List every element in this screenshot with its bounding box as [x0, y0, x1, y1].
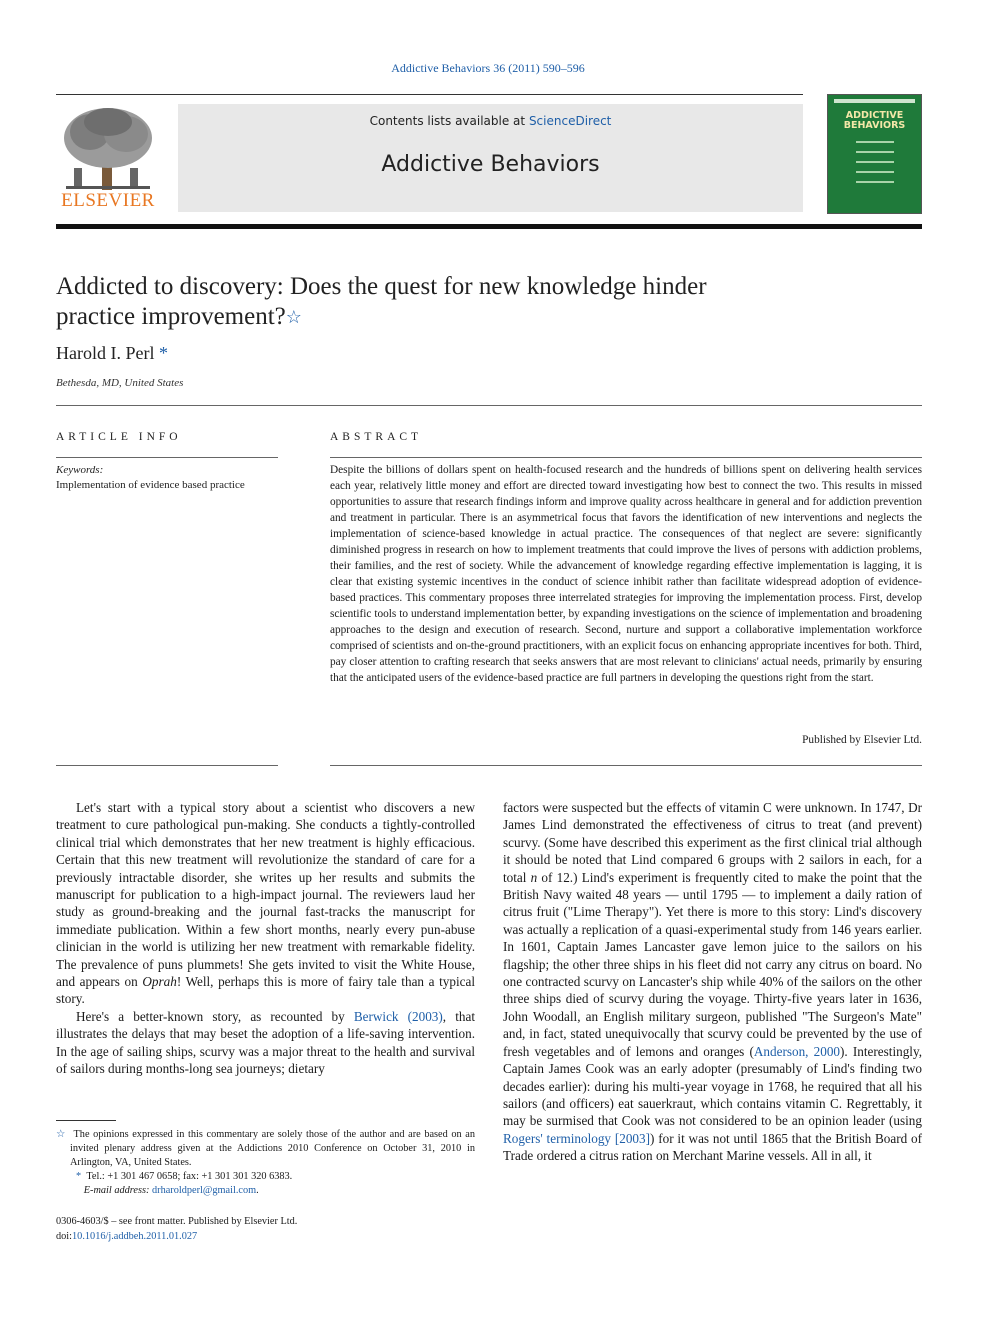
body-text: Let's start with a typical story about a scientist who discovers a new treatment to cure pathological pun-making. She conducts a tightly-controlled clinical trial which demonstrates that her new treatment is highly efficacious. Certain that this new treatment will revolutionize the standard of care for a previously intractable disorder, she writes up her results and submits the manuscript for publication to a high-impact journal. The reviewers laud her study as ground-breaking and the journal fast-tracks the manuscript for immediate publication. Within a few short months, nearly every pun-abuse clinician in the world is utilizing her new treatment with remarkable fidelity. The prevalence of puns plummets! She gets invited to visit the White House, and appears on [56, 800, 475, 990]
body-text: , that illustrates the delays that may beset the adoption of a life-saving intervention. In the age of sailing ships, scurvy was a major threat to the health and survival of sailors during months-long sea journeys; dietary [56, 1008, 475, 1077]
doi-link[interactable]: 10.1016/j.addbeh.2011.01.027 [72, 1231, 198, 1242]
cover-header-strip [834, 99, 915, 103]
abstract-bottom-rule [330, 765, 922, 766]
article-info-bottom-rule [56, 765, 278, 766]
citation-link-anderson[interactable]: Anderson, 2000 [753, 1043, 841, 1059]
body-text: ). Interestingly, Captain James Cook was an early adopter (presumably of Lind's finding two decades earlier): during his multi-year voyage in 1768, he required that all his sailors (and officers) eat sauerkraut, which contains vitamin C. Regrettably, it may be surmised that Cook was not considered to be an opinion leader (using [503, 1043, 922, 1129]
citation-link-rogers[interactable]: Rogers' terminology [2003] [503, 1130, 650, 1146]
article-title [56, 272, 816, 332]
body-text: factors were suspected but the effects of vitamin C were unknown. In 1747, Dr James Lind demonstrated the effectiveness of citrus to treat (and prevent) scurvy. (Some have described this experiment as the first clinical trial although it should be noted that Lind compared 6 groups with 2 sailors in each, for a total [503, 800, 922, 885]
body-column-right [503, 799, 922, 1165]
email-link[interactable]: drharoldperl@gmail.com [152, 1185, 257, 1196]
email-label: E-mail address: [83, 1185, 150, 1196]
body-text: ) for it was not until 1865 that the British Board of Trade ordered a citrus ration on Merchant Marine vessels. All in all, it [503, 1130, 923, 1164]
body-paragraph [503, 799, 922, 1165]
article-identifiers [56, 1214, 297, 1244]
masthead-bottom-rule [56, 224, 922, 229]
contents-line [178, 114, 803, 128]
cover-text-line [856, 171, 894, 173]
body-paragraph [56, 1008, 475, 1078]
corresponding-author-mark[interactable]: * [158, 343, 168, 363]
footnotes [56, 1128, 475, 1198]
body-text: of 12.) Lind's experiment is frequently cited to make the point that the British Navy waited 48 years — until 1795 — to implement a daily ration of citrus fruit ("Lime Therapy"). Yet there is more to this story: Lind's discovery was actually a replication of a quasi-experimental study from 146 years earlier. In 1601, Captain James Lancaster gave lemon juice to the sailors on his flagship; the other three ships in his fleet did not carry any citrus on board. No one contracted scurvy on Lancaster's ship while 40% of the sailors on the other three ships died of scurvy during the voyage. Thirty-five years later in 1636, John Woodall, an English military surgeon, published "The Surgeon's Mate" and, in fact, stated unequivocally that scurvy could be prevented by the use of fresh vegetables and of lemons and oranges ( [503, 869, 922, 1059]
header-divider [56, 405, 922, 406]
abstract-publisher-line: Published by Elsevier Ltd. [802, 734, 922, 746]
article-info-rule [56, 457, 278, 458]
footnote-star-icon: ☆ [56, 1129, 67, 1140]
masthead-top-rule [56, 94, 803, 95]
masthead [56, 94, 922, 216]
cover-text-line [856, 161, 894, 163]
article-info-heading: ARTICLE INFO [56, 431, 182, 443]
cover-text-line [856, 181, 894, 183]
footnote-corresponding [56, 1170, 475, 1184]
journal-cover-thumbnail[interactable] [827, 94, 922, 214]
title-footnote-star-icon[interactable]: ☆ [285, 307, 302, 327]
elsevier-wordmark: ELSEVIER [61, 190, 155, 211]
author-name [56, 343, 168, 364]
sciencedirect-link[interactable]: ScienceDirect [528, 114, 612, 128]
body-text: ! Well, perhaps this is more of fairy tale than a typical story. [56, 974, 475, 1007]
keyword-item: Implementation of evidence based practice [56, 479, 245, 491]
author-name-text: Harold I. Perl [56, 343, 155, 363]
footnote-star [56, 1128, 475, 1170]
footnote-contact-text: Tel.: +1 301 467 0658; fax: +1 301 301 320 6383. [86, 1171, 293, 1182]
footnote-rule [56, 1120, 116, 1121]
keywords-label: Keywords: [56, 464, 104, 476]
body-italic-text: Oprah [142, 974, 177, 990]
article-title-line1: Addicted to discovery: Does the quest for new knowledge hinder [56, 273, 707, 300]
contents-prefix: Contents lists available at [369, 114, 529, 128]
email-end: . [256, 1185, 259, 1196]
doi-line [56, 1229, 297, 1244]
body-text: Here's a better-known story, as recounted by [76, 1008, 354, 1024]
abstract-heading: ABSTRACT [330, 431, 423, 443]
issn-line: 0306-4603/$ – see front matter. Published by Elsevier Ltd. [56, 1216, 298, 1227]
footnote-email [56, 1184, 475, 1198]
doi-label: doi: [56, 1231, 73, 1242]
body-column-left [56, 799, 475, 1078]
abstract-rule [330, 457, 922, 458]
cover-text-line [856, 151, 894, 153]
article-title-line2: practice improvement? [56, 303, 286, 330]
author-affiliation: Bethesda, MD, United States [56, 377, 184, 389]
footnote-asterisk-icon: * [76, 1171, 82, 1182]
body-paragraph [56, 799, 475, 1008]
cover-text-line [856, 141, 894, 143]
body-italic-text: n [530, 869, 538, 885]
journal-banner [178, 104, 803, 212]
journal-title: Addictive Behaviors [381, 152, 600, 177]
journal-reference[interactable]: Addictive Behaviors 36 (2011) 590–596 [391, 61, 585, 75]
cover-title: ADDICTIVE BEHAVIORS [843, 110, 906, 131]
footnote-star-text: The opinions expressed in this commentary are solely those of the author and are based on an invited plenary address given at the Addictions 2010 Conference on October 31, 2010 in Arlington, VA, United States. [70, 1129, 475, 1168]
abstract-text: Despite the billions of dollars spent on health-focused research and the hundreds of billions spent on delivering health services each year, relatively little money and effort are directed toward investigating how best to connect the two. This results in missed opportunities to assure that research findings inform and improve quality across healthcare in general and for addiction prevention and treatment in particular. There is an asymmetrical focus that favors the identification of new interventions and neglects the implementation of science-based knowledge in actual practice. The consequences of that neglect are severe: significantly diminished progress in research on how to implement treatments that could improve the lives of persons with addiction problems, their families, and the rest of society. While the advancement of knowledge regarding effective implementation is lagging, it is clear that existing systemic incentives in the conduct of science inhibit rather than facilitate widespread adoption of evidence-based practices. This commentary proposes three interrelated strategies for improving the implementation process. First, develop scientific tools to understand implementation better, by expanding investigations on the science of implementation and broadening approaches to the design and execution of research. Second, nurture and support a collaborative implementation workforce comprised of scientists and on-the-ground practitioners, with an explicit focus on enhancing appropriate incentives for both. Third, pay closer attention to crafting research that seeks answers that are most relevant to clinicians' actual needs, primarily by ensuring that the anticipated users of the evidence-based practice are full partners in developing the questions right from the start. [330, 464, 922, 684]
citation-link-berwick[interactable]: Berwick (2003) [353, 1008, 443, 1024]
